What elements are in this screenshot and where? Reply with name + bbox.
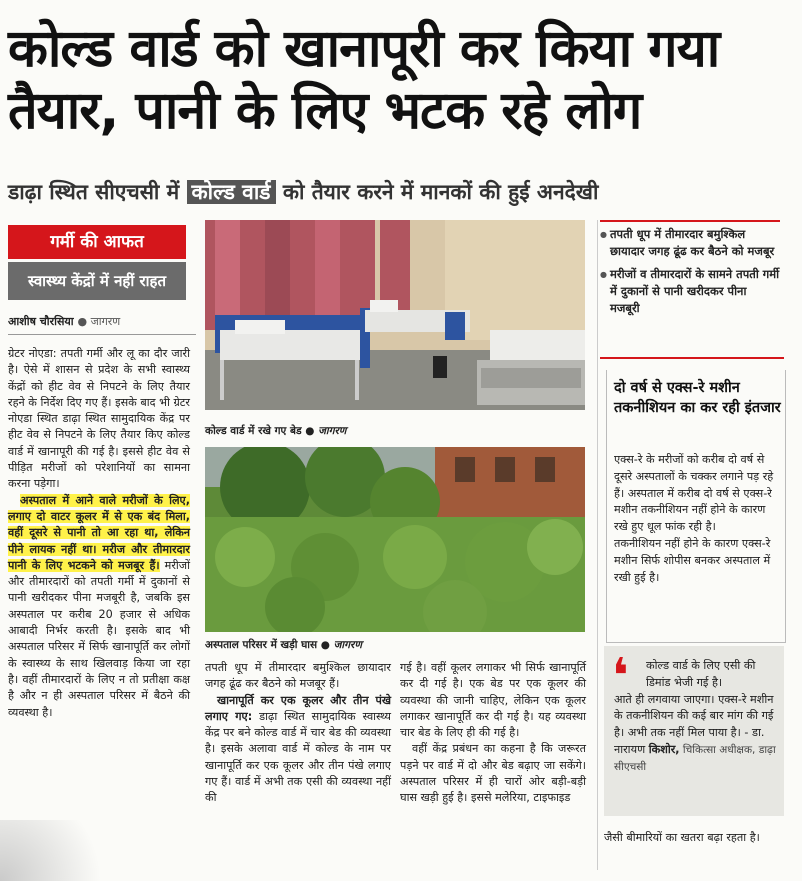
col2-paragraph-1: तपती धूप में तीमारदार बमुश्किल छायादार जगह ढूंढ कर बैठने को मजबूर हैं। [205,661,391,691]
photo-hospital-grass [205,447,585,632]
article-column-1 [8,346,190,721]
quote-name: किशोर, [648,742,680,756]
tag-red: गर्मी की आफत [8,225,186,259]
beds-illustration [205,220,585,410]
col1-paragraph-1: ग्रेटर नोएडा: तपती गर्मी और लू का दौर जारी है। ऐसे में शासन से प्रदेश के सभी स्वास्थ्य केंद्रों को हीट वेव से निपटने के लिए तैयार रहने के निर्देश दिए गए हैं। इसके बाद भी ग्रेटर नोएडा स्थित डाढ़ा स्थित सामुदायिक केंद्र पर हीट वेव से निपटने के लिए तैयार किए कोल्ड वार्ड में खानापूरी की गई है। इससे हीट वेव से पीड़ित मरीजों को परेशानियों का सामना करना पड़ेगा। [8,347,190,491]
headline-line-1: कोल्ड वार्ड को खानापूरी कर किया गया [8,19,720,79]
byline: आशीष चौरसिया ● जागरण [8,315,121,328]
headline-line-2: तैयार, पानी के लिए भटक रहे लोग [8,81,642,141]
sidebar-title: दो वर्ष से एक्स-रे मशीन तकनीशियन का कर रही इंतजार [614,380,781,416]
quote-rest: आते ही लगवाया जाएगा। एक्स-रे मशीन के तकनीशियन की कई बार मांग की गई है। अभी तक नहीं मिल पाया है। - डा. नारायण [614,692,774,756]
col2-subheading: खानापूर्ति कर एक कूलर और तीन पंखे लगाए गए: [205,693,391,723]
column-divider [597,220,598,870]
subhead-highlight: कोल्ड वार्ड [187,180,276,204]
photo2-caption: अस्पताल परिसर में खड़ी घास ● जागरण [205,639,362,651]
highlight-item: ● मरीजों व तीमारदारों के सामने तपती गर्मी में दुकानों से पानी खरीदकर पीना मजबूरी [600,266,780,317]
photo-cold-ward-beds [205,220,585,410]
article-column-3 [400,660,586,807]
byline-source: जागरण [90,315,121,328]
quote-text [614,658,780,776]
article-column-2 [205,660,391,807]
highlights-list [600,220,780,323]
col3-paragraph-2: वहीं केंद्र प्रबंधन का कहना है कि जरूरत पड़ने पर वार्ड में दो और बेड बढ़ाए जा सकेंगे। अस्पताल परिसर में ही चारों ओर बड़ी-बड़ी घास खड़ी हुई है। इससे मलेरिया, टाइफाइड [400,742,586,805]
grass-illustration [205,447,585,632]
quote-first-line: कोल्ड वार्ड के लिए एसी की डिमांड भेजी गई है। [646,659,756,689]
sidebar-paragraph-2: तकनीशियन नहीं होने के कारण एक्स-रे मशीन सिर्फ शोपीस बनकर अस्पताल में रखी हुई है। [614,536,771,584]
col3-paragraph-1: गई है। वहीं कूलर लगाकर भी सिर्फ खानापूर्ति कर दी गई है। एक बेड पर एक कूलर की व्यवस्था की जानी चाहिए, लेकिन एक कूलर लगाकर खानापूर्ति कर दी गई है। यह व्यवस्था चार बेड के लिए ही की गई है। [400,661,586,740]
subhead-after: को तैयार करने में मानकों की हुई अनदेखी [282,180,599,204]
sidebar-paragraph-1: एक्स-रे के मरीजों को करीब दो वर्ष से दूसरे अस्पतालों के चक्कर लगाने पड़ रहे हैं। अस्पताल में करीब दो वर्ष से एक्स-रे मशीन तकनीशियन नहीं होने के कारण रखे हुए धूल फांक रही है। [614,453,774,534]
photo1-source: जागरण [318,425,347,437]
byline-divider [8,334,196,335]
col1-paragraph-2 [8,493,190,721]
byline-author: आशीष चौरसिया [8,315,74,328]
page-curl-shadow [0,820,130,881]
photo2-source: जागरण [333,639,362,651]
subhead-before: डाढ़ा स्थित सीएचसी में [8,180,180,204]
highlight-item: ● तपती धूप में तीमारदार बमुश्किल छायादार जगह ढूंढ कर बैठने को मजबूर [600,226,780,260]
tag-gray: स्वास्थ्य केंद्रों में नहीं राहत [8,262,186,300]
highlights-divider [600,357,784,359]
sidebar-body [614,452,780,586]
quote-mark-icon: ❛ [612,648,629,704]
col2-paragraph-2 [205,693,391,807]
subheadline [8,178,798,206]
col1-paragraph-2-rest: मरीजों और तीमारदारों को तपती गर्मी में दुकानों से पानी खरीदकर पीना मजबूरी है, जबकि इस अस्पताल पर करीब 20 हजार से अधिक आबादी निर्भर करती है। इसके बाद भी अस्पताल परिसर में सिर्फ खानापूर्ति कर लोगों के स्वास्थ्य के साथ खिलवाड़ किया जा रहा है। वहीं तीमारदारों के लिए न तो प्रतीक्षा कक्ष है और न ही अस्पताल परिसर में बैठने की व्यवस्था है। [8,558,190,719]
headline [8,18,798,142]
photo1-caption: कोल्ड वार्ड में रखे गए बेड ● जागरण [205,425,347,437]
quote-role: चिकित्सा अधीक्षक, डाढ़ा सीएचसी [614,743,776,773]
col1-highlight: अस्पताल में आने वाले मरीजों के लिए, लगाए दो वाटर कूलर में से एक बंद मिला, वहीं दूसरे से पानी तो आ रहा था, लेकिन पीने लायक नहीं था। मरीज और तीमारदार पानी के लिए भटकने को मजबूर हैं। [8,493,190,572]
col2-paragraph-2-rest: डाढ़ा स्थित सामुदायिक स्वास्थ्य केंद्र पर बने कोल्ड वार्ड में चार बेड की व्यवस्था है। इसके अलावा वार्ड में कोल्ड के नाम पर खानापूर्ति कर एक कूलर और तीन पंखे लगाए गए हैं। वार्ड में अभी तक एसी की व्यवस्था नहीं की [205,709,391,805]
right-column-continuation: जैसी बीमारियों का खतरा बढ़ा रहता है। [604,831,760,844]
